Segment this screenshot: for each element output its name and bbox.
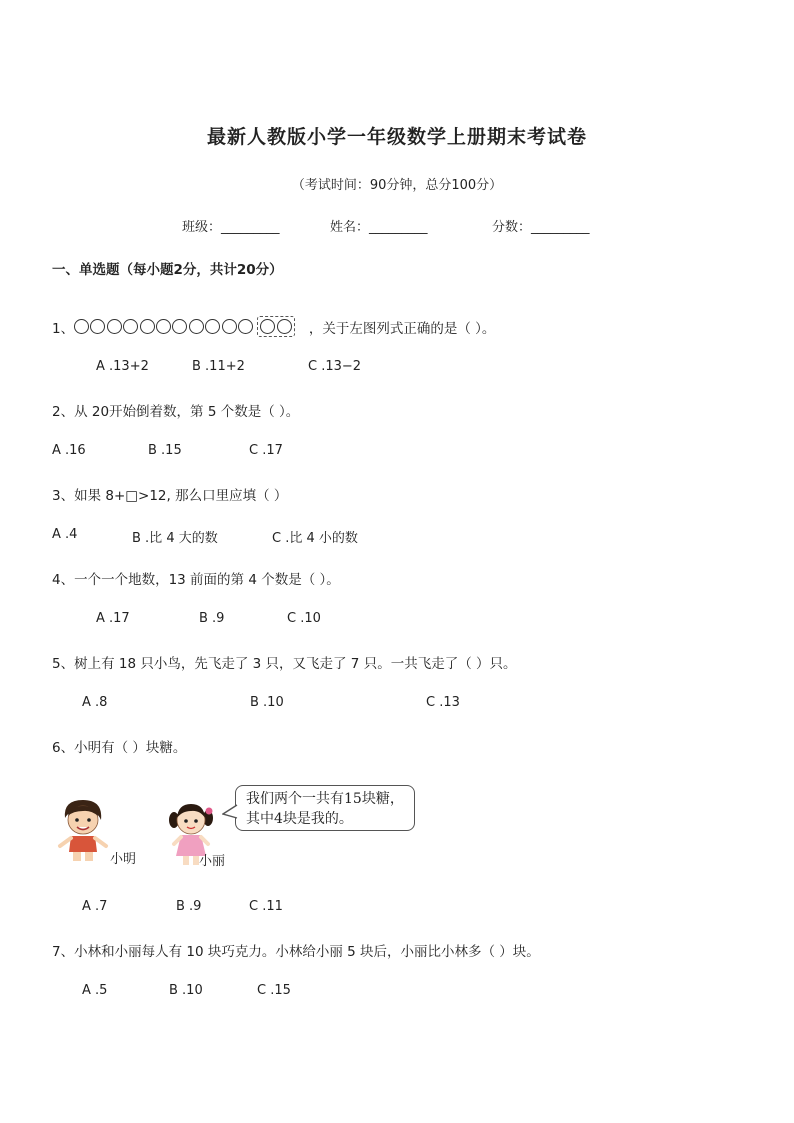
circle-icon xyxy=(90,319,105,334)
q7-option-a[interactable]: A .5 xyxy=(82,983,108,998)
question-2: 2、从 20开始倒着数，第 5 个数是（ ）。 xyxy=(52,404,300,420)
question-3: 3、如果 8+□>12, 那么口里应填（ ） xyxy=(52,488,288,504)
q6-option-b[interactable]: B .9 xyxy=(176,899,202,914)
circle-icon xyxy=(205,319,220,334)
q2-option-b[interactable]: B .15 xyxy=(148,443,182,458)
q6-option-c[interactable]: C .11 xyxy=(249,899,283,914)
question-7: 7、小林和小丽每人有 10 块巧克力。小林给小丽 5 块后，小丽比小林多（ ）块。 xyxy=(52,944,540,960)
circle-icon xyxy=(123,319,138,334)
circle-icon xyxy=(140,319,155,334)
circle-icon xyxy=(277,319,292,334)
circles-figure xyxy=(74,316,295,337)
question-6: 6、小明有（ ）块糖。 xyxy=(52,740,187,756)
question-1-number: 1、 xyxy=(52,320,75,337)
q7-option-b[interactable]: B .10 xyxy=(169,983,203,998)
dashed-group-box xyxy=(257,316,295,337)
boy-name: 小明 xyxy=(110,852,137,867)
question-1-stem: ，关于左图列式正确的是（ ）。 xyxy=(308,320,496,337)
girl-name: 小丽 xyxy=(199,854,226,869)
circle-icon xyxy=(238,319,253,334)
q2-option-c[interactable]: C .17 xyxy=(249,443,283,458)
exam-subtitle: （考试时间：90分钟，总分100分） xyxy=(291,178,503,193)
circle-icon xyxy=(189,319,204,334)
q3-option-a[interactable]: A .4 xyxy=(52,527,78,542)
circle-icon xyxy=(74,319,89,334)
question-1 xyxy=(52,316,495,337)
circle-icon xyxy=(156,319,171,334)
name-field: 姓名：_________ xyxy=(330,220,428,235)
q7-option-c[interactable]: C .15 xyxy=(257,983,291,998)
section-title: 一、单选题（每小题2分，共计20分） xyxy=(52,262,283,278)
q1-option-c[interactable]: C .13−2 xyxy=(308,359,362,374)
q2-option-a[interactable]: A .16 xyxy=(52,443,86,458)
q4-option-b[interactable]: B .9 xyxy=(199,611,225,626)
q1-option-a[interactable]: A .13+2 xyxy=(96,359,149,374)
speech-bubble-tail xyxy=(222,804,238,820)
speech-bubble: 我们两个一共有15块糖，其中4块是我的。 xyxy=(235,785,415,831)
q5-option-b[interactable]: B .10 xyxy=(250,695,284,710)
score-field: 分数：_________ xyxy=(492,220,590,235)
class-field: 班级：_________ xyxy=(182,220,280,235)
q3-option-c[interactable]: C .比 4 小的数 xyxy=(272,531,358,546)
q3-option-b[interactable]: B .比 4 大的数 xyxy=(132,531,218,546)
q5-option-a[interactable]: A .8 xyxy=(82,695,108,710)
boy-illustration xyxy=(55,796,115,862)
circle-icon xyxy=(172,319,187,334)
question-4: 4、一个一个地数，13 前面的第 4 个数是（ ）。 xyxy=(52,572,340,588)
q4-option-c[interactable]: C .10 xyxy=(287,611,321,626)
q5-option-c[interactable]: C .13 xyxy=(426,695,460,710)
q6-option-a[interactable]: A .7 xyxy=(82,899,108,914)
circle-icon xyxy=(222,319,237,334)
q4-option-a[interactable]: A .17 xyxy=(96,611,130,626)
circle-icon xyxy=(260,319,275,334)
question-5: 5、树上有 18 只小鸟，先飞走了 3 只，又飞走了 7 只。一共飞走了（ ）只。 xyxy=(52,656,517,672)
page-title: 最新人教版小学一年级数学上册期末考试卷 xyxy=(206,126,587,148)
q1-option-b[interactable]: B .11+2 xyxy=(192,359,245,374)
circle-icon xyxy=(107,319,122,334)
